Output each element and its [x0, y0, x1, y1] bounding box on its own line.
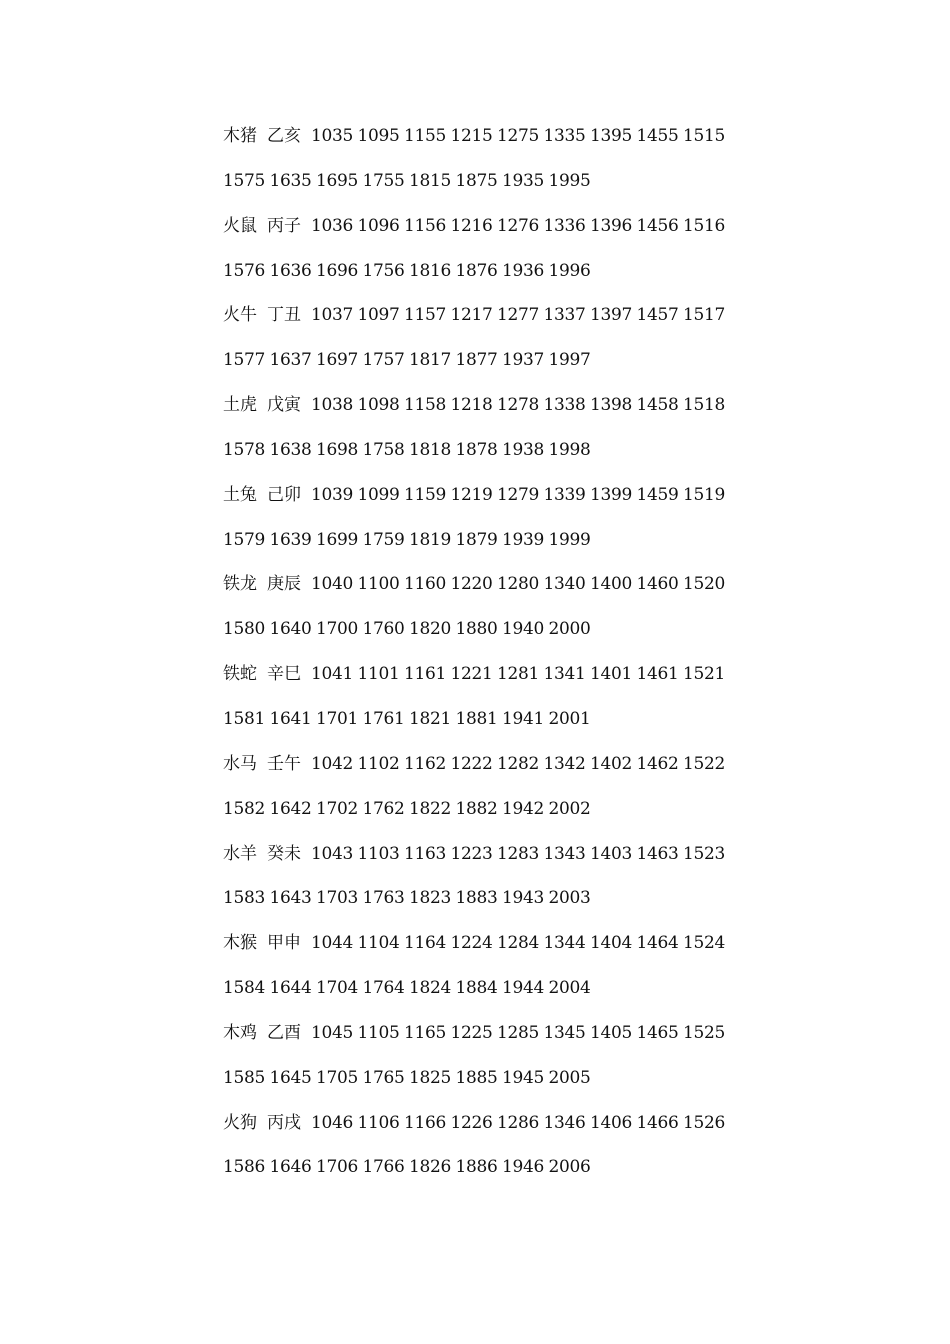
year-value: 1640	[269, 619, 312, 640]
year-value: 1523	[683, 843, 726, 864]
year-value: 1883	[455, 888, 498, 909]
year-value: 1406	[590, 1112, 633, 1133]
cycle-row-line-1	[223, 213, 743, 258]
year-value: 1576	[223, 260, 266, 281]
year-value: 1824	[409, 978, 452, 999]
year-value: 1639	[269, 529, 312, 550]
year-value: 1699	[316, 529, 359, 550]
year-value: 1402	[590, 753, 633, 774]
year-value: 1581	[223, 708, 266, 729]
year-value: 1286	[497, 1112, 540, 1133]
year-value: 1283	[497, 843, 540, 864]
element-animal-label: 土兔	[223, 484, 257, 505]
cycle-row-line-2	[223, 168, 743, 213]
year-value: 1155	[404, 126, 447, 146]
year-value: 1696	[316, 260, 359, 281]
element-animal-label: 铁龙	[223, 574, 257, 595]
element-animal-label: 木猴	[223, 933, 257, 954]
year-value: 1885	[455, 1067, 498, 1088]
year-value: 1396	[590, 215, 633, 236]
year-value: 1766	[362, 1157, 405, 1178]
cycle-row-line-1	[223, 661, 743, 706]
year-value: 1222	[450, 753, 493, 774]
year-value: 1042	[311, 753, 354, 774]
year-value: 1584	[223, 978, 266, 999]
cycle-row-line-2	[223, 885, 743, 930]
year-value: 1762	[362, 798, 405, 819]
year-value: 1939	[502, 529, 545, 550]
year-value: 1215	[450, 126, 493, 146]
year-value: 1395	[590, 126, 633, 146]
year-value: 1044	[311, 933, 354, 954]
year-value: 1461	[636, 664, 679, 685]
year-value: 1526	[683, 1112, 726, 1133]
year-value: 1225	[450, 1022, 493, 1043]
year-value: 1525	[683, 1022, 726, 1043]
year-value: 1522	[683, 753, 726, 774]
year-value: 1820	[409, 619, 452, 640]
year-value: 1881	[455, 708, 498, 729]
year-value: 1341	[543, 664, 586, 685]
year-value: 1946	[502, 1157, 545, 1178]
stem-branch-label: 丙戌	[267, 1112, 301, 1133]
year-value: 1646	[269, 1157, 312, 1178]
year-value: 1166	[404, 1112, 447, 1133]
year-value: 1160	[404, 574, 447, 595]
year-value: 1705	[316, 1067, 359, 1088]
year-value: 1579	[223, 529, 266, 550]
cycle-row-line-1	[223, 302, 743, 347]
year-value: 1343	[543, 843, 586, 864]
year-value: 1701	[316, 708, 359, 729]
year-value: 1826	[409, 1157, 452, 1178]
year-value: 1401	[590, 664, 633, 685]
year-value: 1995	[548, 170, 591, 191]
year-value: 1997	[548, 350, 591, 371]
year-value: 1882	[455, 798, 498, 819]
year-value: 1938	[502, 439, 545, 460]
year-value: 1218	[450, 395, 493, 416]
year-value: 1282	[497, 753, 540, 774]
year-value: 1041	[311, 664, 354, 685]
year-value: 1340	[543, 574, 586, 595]
year-value: 1763	[362, 888, 405, 909]
year-value: 1516	[683, 215, 726, 236]
year-value: 1221	[450, 664, 493, 685]
year-value: 1100	[357, 574, 400, 595]
cycle-row-line-1	[223, 392, 743, 437]
stem-branch-label: 辛巳	[267, 664, 301, 685]
year-value: 1700	[316, 619, 359, 640]
year-value: 1644	[269, 978, 312, 999]
cycle-row-line-2	[223, 706, 743, 751]
year-value: 1940	[502, 619, 545, 640]
year-value: 1275	[497, 126, 540, 146]
year-value: 1464	[636, 933, 679, 954]
year-cycle-table	[223, 123, 743, 1199]
year-value: 1817	[409, 350, 452, 371]
year-value: 1036	[311, 215, 354, 236]
year-value: 1635	[269, 170, 312, 191]
year-value: 1580	[223, 619, 266, 640]
year-value: 1158	[404, 395, 447, 416]
year-value: 1877	[455, 350, 498, 371]
cycle-row-line-2	[223, 347, 743, 392]
year-value: 1586	[223, 1157, 266, 1178]
year-value: 1823	[409, 888, 452, 909]
year-value: 1457	[636, 305, 679, 326]
year-value: 1458	[636, 395, 679, 416]
year-value: 1277	[497, 305, 540, 326]
year-value: 1937	[502, 350, 545, 371]
year-value: 1466	[636, 1112, 679, 1133]
year-value: 1706	[316, 1157, 359, 1178]
year-value: 1945	[502, 1067, 545, 1088]
year-value: 1342	[543, 753, 586, 774]
year-value: 1520	[683, 574, 726, 595]
year-value: 1346	[543, 1112, 586, 1133]
year-value: 1278	[497, 395, 540, 416]
year-value: 1337	[543, 305, 586, 326]
year-value: 1880	[455, 619, 498, 640]
cycle-row-line-1	[223, 1020, 743, 1065]
year-value: 1643	[269, 888, 312, 909]
year-value: 1757	[362, 350, 405, 371]
cycle-row-line-2	[223, 437, 743, 482]
year-value: 1697	[316, 350, 359, 371]
year-value: 1159	[404, 484, 447, 505]
element-animal-label: 木鸡	[223, 1022, 257, 1043]
year-value: 1942	[502, 798, 545, 819]
year-value: 1465	[636, 1022, 679, 1043]
cycle-row-line-2	[223, 1154, 743, 1199]
element-animal-label: 火鼠	[223, 215, 257, 236]
year-value: 1099	[357, 484, 400, 505]
cycle-row-line-2	[223, 796, 743, 841]
year-value: 1226	[450, 1112, 493, 1133]
year-value: 1098	[357, 395, 400, 416]
stem-branch-label: 甲申	[267, 933, 301, 954]
year-value: 1875	[455, 170, 498, 191]
cycle-row-line-1	[223, 930, 743, 975]
year-value: 1220	[450, 574, 493, 595]
year-value: 1400	[590, 574, 633, 595]
year-value: 1038	[311, 395, 354, 416]
year-value: 1645	[269, 1067, 312, 1088]
year-value: 1886	[455, 1157, 498, 1178]
cycle-row-line-1	[223, 841, 743, 886]
year-value: 1583	[223, 888, 266, 909]
stem-branch-label: 庚辰	[267, 574, 301, 595]
year-value: 1703	[316, 888, 359, 909]
element-animal-label: 铁蛇	[223, 664, 257, 685]
element-animal-label: 火狗	[223, 1112, 257, 1133]
stem-branch-label: 癸未	[267, 843, 301, 864]
year-value: 1397	[590, 305, 633, 326]
year-value: 1280	[497, 574, 540, 595]
year-value: 1097	[357, 305, 400, 326]
year-value: 1695	[316, 170, 359, 191]
year-value: 1398	[590, 395, 633, 416]
element-animal-label: 水马	[223, 753, 257, 774]
year-value: 1039	[311, 484, 354, 505]
year-value: 1161	[404, 664, 447, 685]
year-value: 1165	[404, 1022, 447, 1043]
stem-branch-label: 乙亥	[267, 126, 301, 146]
year-value: 1519	[683, 484, 726, 505]
cycle-row-line-2	[223, 1065, 743, 1110]
year-value: 1344	[543, 933, 586, 954]
year-value: 1037	[311, 305, 354, 326]
year-value: 1575	[223, 170, 266, 191]
year-value: 1996	[548, 260, 591, 281]
cycle-row-line-2	[223, 975, 743, 1020]
year-value: 1578	[223, 439, 266, 460]
year-value: 1758	[362, 439, 405, 460]
year-value: 1096	[357, 215, 400, 236]
year-value: 1517	[683, 305, 726, 326]
year-value: 1219	[450, 484, 493, 505]
year-value: 1336	[543, 215, 586, 236]
year-value: 1339	[543, 484, 586, 505]
year-value: 2004	[548, 978, 591, 999]
year-value: 1879	[455, 529, 498, 550]
year-value: 1035	[311, 126, 354, 146]
year-value: 1759	[362, 529, 405, 550]
year-value: 1040	[311, 574, 354, 595]
year-value: 1816	[409, 260, 452, 281]
stem-branch-label: 丁丑	[267, 305, 301, 326]
year-value: 2002	[548, 798, 591, 819]
year-value: 1459	[636, 484, 679, 505]
year-value: 1279	[497, 484, 540, 505]
year-value: 1106	[357, 1112, 400, 1133]
year-value: 1285	[497, 1022, 540, 1043]
year-value: 2005	[548, 1067, 591, 1088]
year-value: 1577	[223, 350, 266, 371]
year-value: 1338	[543, 395, 586, 416]
year-value: 1163	[404, 843, 447, 864]
stem-branch-label: 乙酉	[267, 1022, 301, 1043]
year-value: 1105	[357, 1022, 400, 1043]
year-value: 1162	[404, 753, 447, 774]
year-value: 1819	[409, 529, 452, 550]
year-value: 2001	[548, 708, 591, 729]
year-value: 1585	[223, 1067, 266, 1088]
year-value: 1405	[590, 1022, 633, 1043]
year-value: 1876	[455, 260, 498, 281]
year-value: 1998	[548, 439, 591, 460]
year-value: 1641	[269, 708, 312, 729]
year-value: 1637	[269, 350, 312, 371]
year-value: 1764	[362, 978, 405, 999]
year-value: 1404	[590, 933, 633, 954]
year-value: 1515	[683, 126, 726, 146]
year-value: 1822	[409, 798, 452, 819]
year-value: 1760	[362, 619, 405, 640]
element-animal-label: 木猪	[223, 126, 257, 146]
year-value: 1223	[450, 843, 493, 864]
year-value: 1638	[269, 439, 312, 460]
year-value: 1463	[636, 843, 679, 864]
year-value: 1276	[497, 215, 540, 236]
year-value: 1456	[636, 215, 679, 236]
year-value: 1642	[269, 798, 312, 819]
element-animal-label: 火牛	[223, 305, 257, 326]
year-value: 1455	[636, 126, 679, 146]
year-value: 1216	[450, 215, 493, 236]
element-animal-label: 土虎	[223, 395, 257, 416]
year-value: 1761	[362, 708, 405, 729]
year-value: 1156	[404, 215, 447, 236]
year-value: 1825	[409, 1067, 452, 1088]
year-value: 1095	[357, 126, 400, 146]
year-value: 1460	[636, 574, 679, 595]
year-value: 1698	[316, 439, 359, 460]
year-value: 1224	[450, 933, 493, 954]
year-value: 1702	[316, 798, 359, 819]
year-value: 1284	[497, 933, 540, 954]
year-value: 1103	[357, 843, 400, 864]
year-value: 1524	[683, 933, 726, 954]
year-value: 1043	[311, 843, 354, 864]
year-value: 1884	[455, 978, 498, 999]
year-value: 1935	[502, 170, 545, 191]
year-value: 2003	[548, 888, 591, 909]
year-value: 2006	[548, 1157, 591, 1178]
cycle-row-line-1	[223, 571, 743, 616]
year-value: 1281	[497, 664, 540, 685]
year-value: 1636	[269, 260, 312, 281]
year-value: 1999	[548, 529, 591, 550]
year-value: 1399	[590, 484, 633, 505]
year-value: 1518	[683, 395, 726, 416]
year-value: 1943	[502, 888, 545, 909]
cycle-row-line-2	[223, 527, 743, 572]
stem-branch-label: 戊寅	[267, 395, 301, 416]
year-value: 1936	[502, 260, 545, 281]
stem-branch-label: 己卯	[267, 484, 301, 505]
year-value: 1755	[362, 170, 405, 191]
year-value: 1582	[223, 798, 266, 819]
year-value: 1815	[409, 170, 452, 191]
year-value: 1157	[404, 305, 447, 326]
year-value: 1944	[502, 978, 545, 999]
year-value: 1217	[450, 305, 493, 326]
year-value: 1102	[357, 753, 400, 774]
year-value: 1345	[543, 1022, 586, 1043]
cycle-row-line-1	[223, 123, 743, 168]
element-animal-label: 水羊	[223, 843, 257, 864]
cycle-row-line-1	[223, 1110, 743, 1155]
year-value: 2000	[548, 619, 591, 640]
year-value: 1403	[590, 843, 633, 864]
stem-branch-label: 丙子	[267, 215, 301, 236]
cycle-row-line-1	[223, 482, 743, 527]
year-value: 1821	[409, 708, 452, 729]
year-value: 1335	[543, 126, 586, 146]
cycle-row-line-2	[223, 258, 743, 303]
year-value: 1462	[636, 753, 679, 774]
year-value: 1704	[316, 978, 359, 999]
year-value: 1104	[357, 933, 400, 954]
year-value: 1878	[455, 439, 498, 460]
cycle-row-line-1	[223, 751, 743, 796]
year-value: 1941	[502, 708, 545, 729]
year-value: 1046	[311, 1112, 354, 1133]
year-value: 1045	[311, 1022, 354, 1043]
year-value: 1765	[362, 1067, 405, 1088]
cycle-row-line-2	[223, 616, 743, 661]
stem-branch-label: 壬午	[267, 753, 301, 774]
year-value: 1164	[404, 933, 447, 954]
year-value: 1101	[357, 664, 400, 685]
year-value: 1521	[683, 664, 726, 685]
year-value: 1818	[409, 439, 452, 460]
year-value: 1756	[362, 260, 405, 281]
